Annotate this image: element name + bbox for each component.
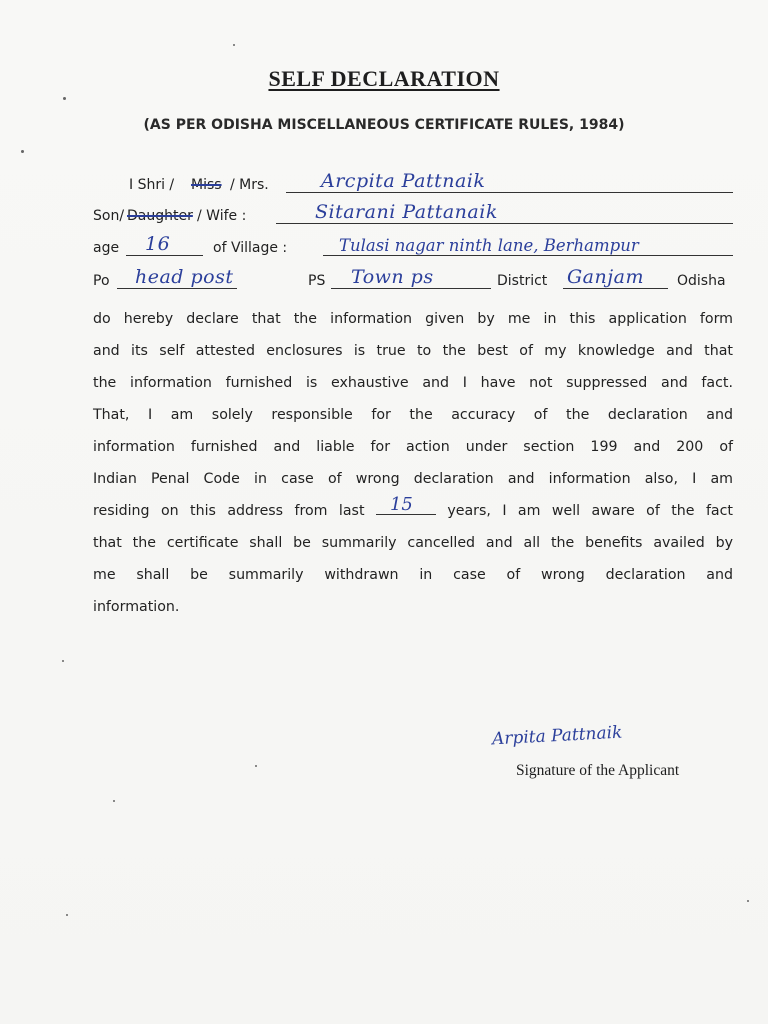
relation-label-wife: / Wife : xyxy=(197,208,247,224)
years-blank xyxy=(376,494,436,515)
ps-value[interactable]: Town ps xyxy=(351,266,434,288)
scan-speck xyxy=(233,44,235,46)
relation-underline xyxy=(276,223,733,224)
signature-label: Signature of the Applicant xyxy=(516,762,680,779)
declaration-paragraph xyxy=(93,303,733,623)
district-underline xyxy=(563,288,668,289)
declaration-line: Indian Penal Code in case of wrong declaration and information also, I am xyxy=(93,471,733,487)
name-label-mrs: / Mrs. xyxy=(230,177,269,193)
relation-value[interactable]: Sitarani Pattanaik xyxy=(315,201,498,223)
state-label: Odisha xyxy=(677,273,726,289)
document-subtitle: (AS PER ODISHA MISCELLANEOUS CERTIFICATE RULES, 1984) xyxy=(143,117,625,133)
scan-speck xyxy=(747,900,749,902)
years-value[interactable]: 15 xyxy=(389,494,413,515)
document-title: SELF DECLARATION xyxy=(268,66,500,91)
name-label-shri: I Shri / xyxy=(129,177,175,193)
declaration-line-years xyxy=(93,495,733,527)
ps-underline xyxy=(331,288,491,289)
po-underline xyxy=(117,288,237,289)
declaration-line: the information furnished is exhaustive and I have not suppressed and fact. xyxy=(93,375,733,391)
declaration-line: information furnished and liable for action under section 199 and 200 of xyxy=(93,439,733,455)
scan-speck xyxy=(113,800,115,802)
name-underline xyxy=(286,192,733,193)
relation-row xyxy=(93,203,738,227)
district-value[interactable]: Ganjam xyxy=(567,266,644,288)
name-label-miss: Miss xyxy=(191,177,222,193)
applicant-signature: Arpita Pattnaik xyxy=(491,722,623,750)
declaration-line: information. xyxy=(93,599,180,615)
declaration-line: That, I am solely responsible for the accuracy of the declaration and xyxy=(93,407,733,423)
declaration-line: do hereby declare that the information given by me in this application form xyxy=(93,311,733,327)
age-value[interactable]: 16 xyxy=(145,233,171,255)
scan-speck xyxy=(63,97,66,100)
years-suffix: years, I am well aware of the fact xyxy=(447,503,733,519)
relation-label-daughter: Daughter xyxy=(127,208,193,224)
scan-speck xyxy=(255,765,257,767)
scan-speck xyxy=(62,660,64,662)
years-prefix: residing on this address from last xyxy=(93,503,365,519)
district-label: District xyxy=(497,273,548,289)
po-label: Po xyxy=(93,273,110,289)
declaration-line: and its self attested enclosures is true to the best of my knowledge and that xyxy=(93,343,733,359)
address-row xyxy=(93,268,738,292)
scan-speck xyxy=(66,914,68,916)
name-value[interactable]: Arcpita Pattnaik xyxy=(321,170,486,192)
po-value[interactable]: head post xyxy=(135,266,234,288)
name-row xyxy=(93,172,738,196)
village-value[interactable]: Tulasi nagar ninth lane, Berhampur xyxy=(339,236,639,255)
declaration-line: me shall be summarily withdrawn in case of wrong declaration and xyxy=(93,567,733,583)
relation-label-son: Son/ xyxy=(93,208,125,224)
village-underline xyxy=(323,255,733,256)
scan-speck xyxy=(21,150,24,153)
age-village-row xyxy=(93,235,738,259)
village-label: of Village : xyxy=(213,240,288,256)
age-label: age xyxy=(93,240,120,256)
age-underline xyxy=(126,255,203,256)
ps-label: PS xyxy=(308,273,326,289)
declaration-line: that the certificate shall be summarily cancelled and all the benefits availed by xyxy=(93,535,733,551)
